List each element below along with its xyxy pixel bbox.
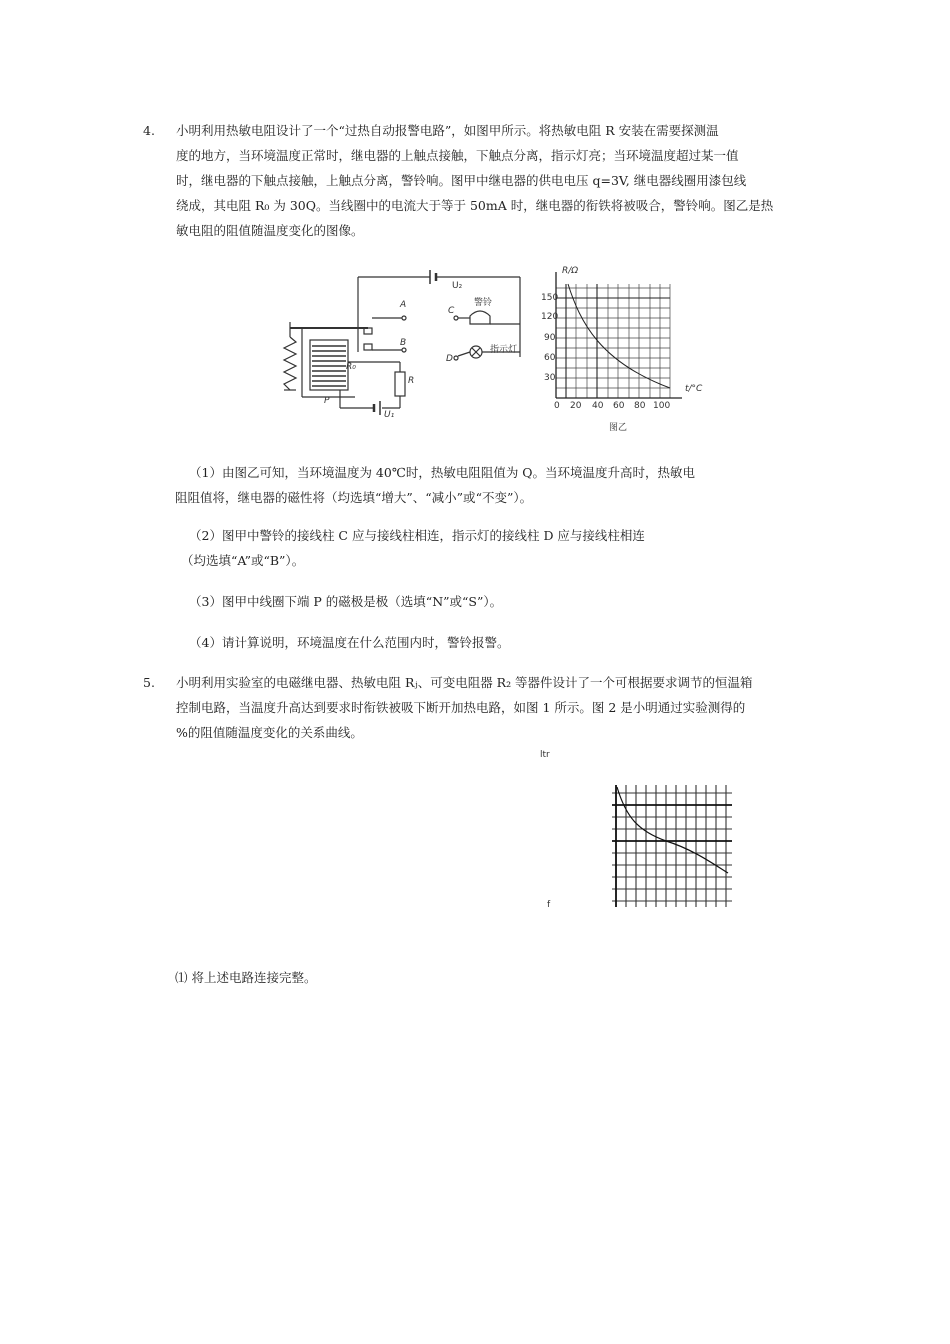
question-number: 4. xyxy=(143,123,155,138)
circuit-figure xyxy=(280,262,530,427)
xtick: 80 xyxy=(634,401,646,411)
graph-xlabel: t/°C xyxy=(685,384,703,394)
graph-figure xyxy=(540,262,710,437)
label-c: C xyxy=(448,306,455,316)
q4-sub-4 xyxy=(175,630,795,655)
ytick: 120 xyxy=(541,312,559,322)
q4-line: 小明利用热敏电阻设计了一个“过热自动报警电路”，如图甲所示。将热敏电阻 R 安装在需要探测温 xyxy=(176,123,719,138)
label-b: B xyxy=(400,338,407,348)
sub-line: （3）图甲中线圈下端 P 的磁极是极（选填“N”或“S”）。 xyxy=(189,594,503,609)
xtick: 0 xyxy=(554,401,560,411)
q4-sub-1 xyxy=(175,460,795,510)
xtick: 60 xyxy=(613,401,625,411)
xtick: 40 xyxy=(592,401,604,411)
question-4 xyxy=(143,118,803,243)
q5-line: %的阻值随温度变化的关系曲线。 xyxy=(176,725,363,740)
resistance-temperature-graph xyxy=(540,262,710,437)
graph-2-curve xyxy=(617,787,728,873)
sub-line: （均选填“A”或“B”）。 xyxy=(181,553,305,568)
sub-line: （4）请计算说明，环境温度在什么范围内时，警铃报警。 xyxy=(189,635,510,650)
resistance-curve xyxy=(568,284,670,388)
q4-line: 度的地方，当环境温度正常时，继电器的上触点接触，下触点分离，指示灯亮；当环境温度超过某一值 xyxy=(176,148,739,163)
graph-2 xyxy=(612,783,734,909)
sub-line: （1）由图乙可知，当环境温度为 40℃时，热敏电阻阻值为 Q。当环境温度升高时，热敏电 xyxy=(189,465,696,480)
spring xyxy=(284,337,296,390)
label-a: A xyxy=(400,300,407,310)
q4-line: 时，继电器的下触点接触，上触点分离，警铃响。图甲中继电器的供电电压 q=3V, 继电器线圈用漆包线 xyxy=(176,173,747,188)
coil xyxy=(310,340,348,390)
label-lamp: 指示灯 xyxy=(490,345,518,355)
label-d: D xyxy=(446,354,453,364)
label-bell: 警铃 xyxy=(474,298,493,308)
q4-sub-3 xyxy=(175,589,795,614)
q4-line: 绕成，其电阻 R₀ 为 30Q。当线圈中的电流大于等于 50mA 时，继电器的衔铁将被吸合，警铃响。图乙是热 xyxy=(176,198,774,213)
label-p: P xyxy=(324,396,330,406)
sub-line: （2）图甲中警铃的接线柱 C 应与接线柱相连，指示灯的接线柱 D 应与接线柱相连 xyxy=(189,528,645,543)
graph-caption: 图乙 xyxy=(609,423,628,433)
graph-2-figure xyxy=(612,783,734,909)
label-u2: U₂ xyxy=(452,281,463,291)
q4-sub-2 xyxy=(175,523,795,573)
sub-line: ⑴ 将上述电路连接完整。 xyxy=(175,970,317,985)
ytick: 150 xyxy=(541,293,559,303)
q5-line: 小明利用实验室的电磁继电器、热敏电阻 Rⱼ、可变电阻器 R₂ 等器件设计了一个可根据要求调节的恒温箱 xyxy=(176,675,753,690)
sub-line: 阻阻值将，继电器的磁性将（均选填“增大”、“减小”或“不变”）。 xyxy=(175,490,533,505)
q5-line: 控制电路，当温度升高达到要求时衔铁被吸下断开加热电路，如图 1 所示。图 2 是小明通过实验测得的 xyxy=(176,700,746,715)
graph-ylabel: R/Ω xyxy=(562,266,579,276)
xtick: 100 xyxy=(653,401,671,411)
xtick: 20 xyxy=(570,401,582,411)
graph2-bottom-label: f xyxy=(547,900,551,910)
ytick: 30 xyxy=(544,373,556,383)
label-r0: R₀ xyxy=(346,362,356,372)
resistor-r xyxy=(395,372,405,396)
label-r: R xyxy=(408,376,415,386)
ytick: 60 xyxy=(544,353,556,363)
label-u1: U₁ xyxy=(384,410,395,420)
q5-sub-1 xyxy=(175,965,795,990)
q4-line: 敏电阻的阻值随温度变化的图像。 xyxy=(176,223,364,238)
graph2-top-label: ltr xyxy=(540,750,550,760)
ytick: 90 xyxy=(544,333,556,343)
question-number: 5. xyxy=(143,675,155,690)
question-5 xyxy=(143,670,803,745)
